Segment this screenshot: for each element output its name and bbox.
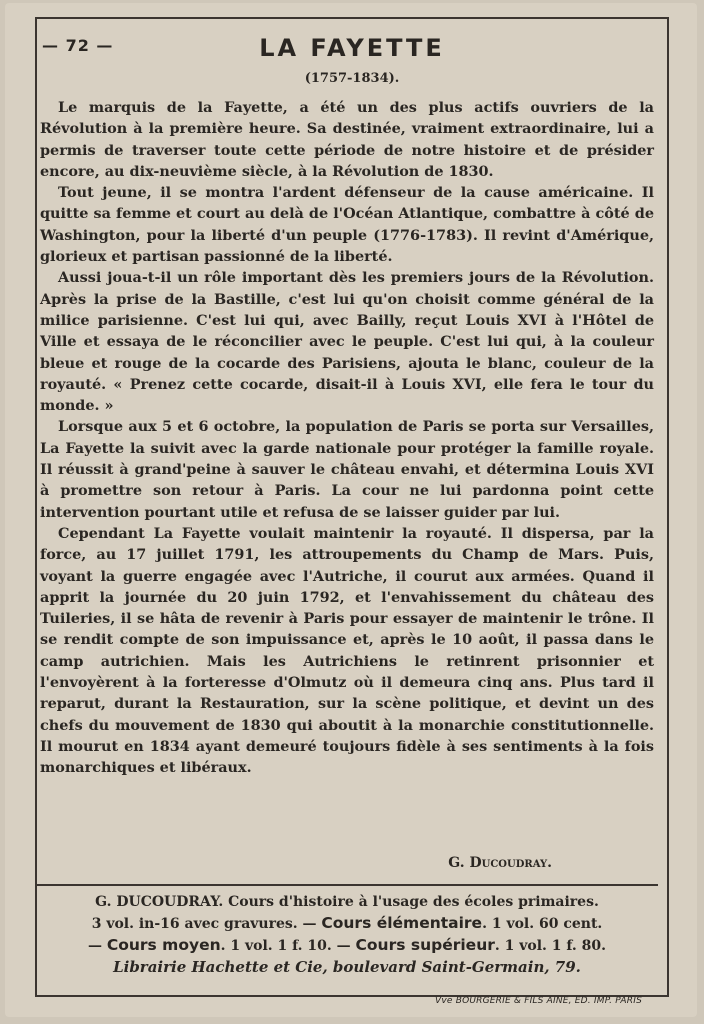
footer-text: . 1 vol. 1 f. 10. — — [220, 938, 356, 954]
footer-divider — [36, 884, 658, 886]
paragraph: Le marquis de la Fayette, a été un des plus actifs ouvriers de la Révolution à la première heure. Sa destinée, vraiment extraordinaire, lui a permis de traverser toute cette période de notre histoire et de présider encore, au dix-neuvième siècle, à la Révolution de 1830. — [40, 99, 654, 180]
publisher-address: Librairie Hachette et Cie, boulevard Saint-Germain, 79. — [113, 958, 581, 976]
footer-line-2 — [36, 913, 658, 935]
footer-text: . 1 vol. 60 cent. — [482, 916, 603, 932]
biography-text — [40, 97, 654, 779]
publisher-footer — [36, 892, 658, 978]
footer-line-3 — [36, 935, 658, 957]
paragraph: Aussi joua-t-il un rôle important dès les premiers jours de la Révolution. Après la prise de la Bastille, c'est lui qu'on choisit comme général de la milice parisienne. C'est lui qui, avec Bailly, reçut Louis XVI à l'Hôtel de Ville et essaya de le réconcilier avec le peuple. C'est lui qui, à la couleur bleue et rouge de la cocarde des Parisiens, ajouta le blanc, couleur de la royauté. « Prenez cette cocarde, disait-il à Louis XVI, elle fera le tour du monde. » — [40, 269, 654, 415]
author-signature: G. Ducoudray. — [448, 855, 552, 871]
printer-credit: Vve BOURGERIE & FILS AINE, ED. IMP. PARIS — [435, 996, 642, 1006]
footer-text: . 1 vol. 1 f. 80. — [494, 938, 607, 954]
course-elementary: Cours élémentaire — [321, 914, 483, 932]
paragraph: Tout jeune, il se montra l'ardent défenseur de la cause américaine. Il quitte sa femme et court au delà de l'Océan Atlantique, combattre à côté de Washington, pour la liberté d'un peuple (1776-1783). Il revint d'Amérique, glorieux et partisan passionné de la liberté. — [40, 184, 654, 266]
course-upper: Cours supérieur — [355, 936, 495, 954]
footer-text: — — [87, 938, 107, 954]
footer-text: 3 vol. in-16 avec gravures. — — [91, 916, 322, 932]
paragraph: Lorsque aux 5 et 6 octobre, la population de Paris se porta sur Versailles, La Fayette la suivit avec la garde nationale pour protéger la famille royale. Il réussit à grand'peine à sauver le château envahi, et détermina Louis XVI à promettre son retour à Paris. La cour ne lui pardonna point cette intervention pourtant utile et refusa de se laisser guider par lui. — [40, 418, 654, 521]
paragraph: Cependant La Fayette voulait maintenir la royauté. Il dispersa, par la force, au 17 juillet 1791, les attroupements du Champ de Mars. Puis, voyant la guerre engagée avec l'Autriche, il courut aux armées. Quand il apprit la journée du 20 juin 1792, et l'envahissement du château des Tuileries, il se hâta de revenir à Paris pour essayer de maintenir le trône. Il se rendit compte de son impuissance et, après le 10 août, il passa dans le camp autrichien. Mais les Autrichiens le retinrent prisonnier et l'envoyèrent à la forteresse d'Olmutz où il demeura cinq ans. Plus tard il reparut, durant la Restauration, sur la scène politique, et devint un des chefs du mouvement de 1830 qui aboutit à la monarchie constitutionnelle. Il mourut en 1834 ayant demeuré toujours fidèle à ses sentiments à la fois monarchiques et libéraux. — [40, 524, 654, 777]
page-number: — 72 — — [42, 36, 114, 55]
life-dates: (1757-1834). — [304, 71, 400, 86]
course-middle: Cours moyen — [106, 936, 221, 954]
page-title: LA FAYETTE — [259, 34, 445, 62]
footer-line-1: G. DUCOUDRAY. Cours d'histoire à l'usage des écoles primaires. — [95, 894, 599, 910]
